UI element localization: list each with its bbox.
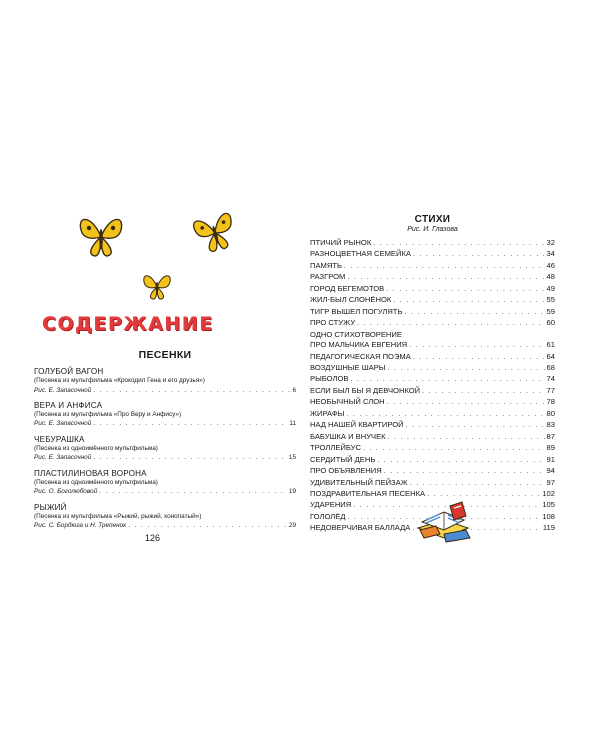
- poems-section-title: СТИХИ: [414, 214, 451, 225]
- table-row: [310, 352, 555, 363]
- poem-page: 59: [546, 306, 555, 316]
- dot-leader: [344, 262, 545, 272]
- song-illustrator-row: [34, 521, 296, 531]
- poem-title: ТИГР ВЫШЕЛ ПОГУЛЯТЬ: [310, 306, 403, 316]
- page-number: 126: [145, 533, 161, 543]
- poem-page: 97: [546, 477, 555, 487]
- song-page: 6: [292, 386, 296, 394]
- poem-page: 48: [546, 272, 555, 282]
- song-illustrator: Рис. С. Бордюга и Н. Трепенок: [34, 522, 127, 530]
- poem-title: ПЕДАГОГИЧЕСКАЯ ПОЭМА: [310, 351, 411, 361]
- poem-title: ПРО СТУЖУ: [310, 318, 356, 328]
- poem-page: 78: [546, 397, 555, 407]
- table-row: [310, 466, 555, 477]
- table-row: [310, 489, 555, 500]
- poem-title: НЕОБЫЧНЫЙ СЛОН: [310, 397, 385, 407]
- poem-title: ТРОЛЛЕЙБУС: [310, 443, 361, 453]
- table-row: [310, 249, 555, 260]
- poem-page: 74: [546, 374, 555, 384]
- dot-leader: [373, 239, 544, 249]
- dot-leader: [93, 419, 287, 429]
- song-illustrator-row: [34, 386, 296, 396]
- dot-leader: [387, 398, 545, 408]
- dot-leader: [386, 285, 544, 295]
- list-item: [34, 503, 296, 532]
- table-row: [310, 420, 555, 431]
- list-item: [34, 435, 296, 464]
- poem-page: 108: [542, 511, 555, 521]
- poem-title: БАБУШКА И ВНУЧЕК: [310, 431, 386, 441]
- song-title: ГОЛУБОЙ ВАГОН: [34, 367, 104, 376]
- list-item: [34, 469, 296, 498]
- dot-leader: [404, 308, 544, 318]
- dot-leader: [427, 490, 540, 500]
- list-item: [34, 401, 296, 430]
- dot-leader: [93, 453, 287, 463]
- song-title: РЫЖИЙ: [34, 502, 67, 512]
- poem-page: 91: [546, 454, 555, 464]
- poem-title: ПРО МАЛЬЧИКА ЕВГЕНИЯ: [310, 340, 408, 350]
- table-row: [310, 478, 555, 489]
- song-illustrator-row: [34, 487, 296, 497]
- poem-title: СЕРДИТЫЙ ДЕНЬ: [310, 454, 376, 464]
- poem-page: 32: [546, 238, 555, 247]
- poems-list: [310, 238, 555, 535]
- song-title: ЧЕБУРАШКА: [34, 434, 85, 444]
- table-row: [310, 261, 555, 272]
- poem-page: 55: [546, 295, 555, 305]
- poem-page: 49: [546, 283, 555, 293]
- table-row: [310, 318, 555, 329]
- poem-title: НАД НАШЕЙ КВАРТИРОЙ: [310, 420, 404, 430]
- songs-section-title: ПЕСЕНКИ: [138, 349, 192, 361]
- poem-title: ЖИЛ-БЫЛ СЛОНЁНОК: [310, 295, 392, 305]
- poem-page: 119: [542, 523, 555, 533]
- poem-page: 105: [542, 500, 555, 510]
- poem-page: 80: [546, 408, 555, 418]
- table-row: [310, 330, 555, 340]
- butterfly-icon: [190, 210, 240, 256]
- dot-leader: [413, 353, 545, 363]
- table-row: [310, 284, 555, 295]
- song-illustrator: Рис. Е. Запасочной: [34, 386, 92, 394]
- dot-leader: [128, 521, 287, 531]
- poem-title: ПТИЧИЙ РЫНОК: [310, 238, 372, 247]
- poem-title: ГОЛОЛЁД: [310, 511, 346, 521]
- dot-leader: [413, 250, 545, 260]
- contents-heading: СОДЕРЖАНИЕ: [42, 313, 214, 335]
- table-row: [310, 363, 555, 374]
- dot-leader: [347, 273, 544, 283]
- poem-page: 102: [542, 488, 555, 498]
- butterfly-icon: [140, 271, 174, 303]
- poem-title: РЫБОЛОВ: [310, 374, 349, 384]
- song-illustrator-row: [34, 453, 296, 463]
- dot-leader: [99, 487, 287, 497]
- poem-page: 87: [546, 431, 555, 441]
- song-subtitle: (Песенка из мультфильма «Рыжий, рыжий, конопатый»): [34, 512, 202, 520]
- poem-page: 89: [546, 443, 555, 453]
- poem-title: ПАМЯТЬ: [310, 260, 342, 270]
- table-row: [310, 386, 555, 397]
- poem-page: 34: [546, 249, 555, 259]
- song-illustrator: Рис. О. Боголюбовой: [34, 488, 98, 496]
- song-subtitle: (Песенка из одноимённого мультфильма): [34, 478, 158, 486]
- dot-leader: [388, 433, 545, 443]
- poem-title: ГОРОД БЕГЕМОТОВ: [310, 283, 385, 293]
- song-illustrator: Рис. Е. Запасочной: [34, 420, 92, 428]
- table-row: [310, 455, 555, 466]
- dot-leader: [409, 341, 544, 351]
- table-row: [310, 443, 555, 454]
- poems-illustrator-credit: Рис. И. Глазова: [407, 226, 458, 233]
- table-row: [310, 374, 555, 385]
- table-row: [310, 272, 555, 283]
- table-row: [310, 238, 555, 249]
- song-title: ВЕРА И АНФИСА: [34, 400, 103, 410]
- poem-page: 68: [546, 362, 555, 372]
- dot-leader: [377, 456, 544, 466]
- butterfly-icon: [75, 212, 127, 262]
- poem-title: УДИВИТЕЛЬНЫЙ ПЕЙЗАЖ: [310, 477, 408, 487]
- dot-leader: [393, 296, 544, 306]
- table-row: [310, 295, 555, 306]
- poem-page: 77: [546, 385, 555, 395]
- poem-title: ЕСЛИ БЫЛ БЫ Я ДЕВЧОНКОЙ: [310, 385, 421, 395]
- poem-title: ОДНО СТИХОТВОРЕНИЕ: [310, 329, 402, 339]
- song-page: 11: [289, 420, 296, 428]
- song-subtitle: (Песенка из мультфильма «Крокодил Гена и его друзья»): [34, 377, 205, 384]
- table-row: [310, 340, 555, 351]
- books-illustration-icon: [414, 500, 474, 544]
- poem-title: ПРО ОБЪЯВЛЕНИЯ: [310, 466, 382, 476]
- list-item: [34, 367, 296, 396]
- poem-title: ЖИРАФЫ: [310, 408, 345, 418]
- song-subtitle: (Песенка из мультфильма «Про Веру и Анфису»): [34, 410, 182, 418]
- poem-title: ВОЗДУШНЫЕ ШАРЫ: [310, 362, 386, 372]
- dot-leader: [388, 364, 545, 374]
- table-row: [310, 397, 555, 408]
- poem-title: РАЗНОЦВЕТНАЯ СЕМЕЙКА: [310, 249, 411, 259]
- poem-page: 46: [546, 260, 555, 270]
- song-page: 15: [288, 454, 296, 462]
- poem-page: 83: [546, 420, 555, 430]
- song-subtitle: (Песенка из одноимённого мультфильма): [34, 444, 158, 452]
- dot-leader: [410, 479, 545, 489]
- dot-leader: [384, 467, 545, 477]
- table-row: [310, 409, 555, 420]
- poem-page: 60: [546, 318, 555, 328]
- poem-title: УДАРЕНИЯ: [310, 500, 352, 510]
- table-row: [310, 307, 555, 318]
- dot-leader: [357, 319, 544, 329]
- poem-title: ПОЗДРАВИТЕЛЬНАЯ ПЕСЕНКА: [310, 488, 426, 498]
- poem-title: РАЗГРОМ: [310, 272, 346, 282]
- poem-page: 64: [546, 351, 555, 361]
- dot-leader: [406, 421, 545, 431]
- dot-leader: [93, 386, 290, 396]
- poems-section: [310, 214, 555, 535]
- poem-page: 61: [546, 340, 555, 350]
- song-illustrator-row: [34, 419, 296, 429]
- song-page: 29: [288, 522, 296, 530]
- poem-page: 94: [546, 466, 555, 476]
- dot-leader: [346, 410, 544, 420]
- dot-leader: [363, 444, 545, 454]
- dot-leader: [422, 387, 544, 397]
- song-illustrator: Рис. Е. Запасочной: [34, 454, 92, 462]
- song-page: 19: [288, 488, 296, 496]
- poem-title: НЕДОВЕРЧИВАЯ БАЛЛАДА: [310, 523, 411, 533]
- table-row: [310, 432, 555, 443]
- songs-section: [34, 349, 296, 537]
- song-title: ПЛАСТИЛИНОВАЯ ВОРОНА: [34, 468, 147, 478]
- dot-leader: [350, 375, 544, 385]
